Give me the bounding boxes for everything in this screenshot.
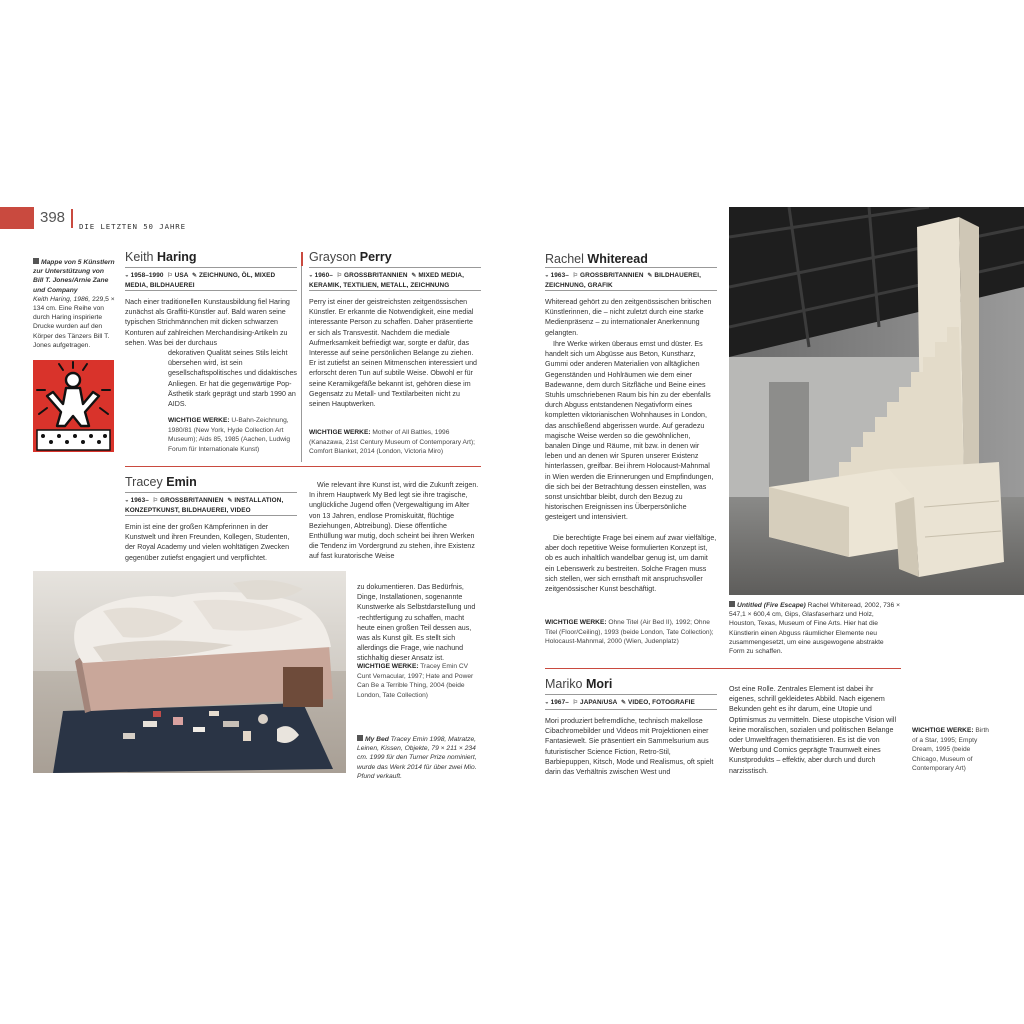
emin-section-rule: [125, 466, 481, 467]
caption-marker-icon: [357, 735, 363, 741]
haring-last-name: Haring: [156, 250, 197, 264]
haring-name: [125, 250, 197, 264]
haring-caption-sub: Keith Haring, 1986,: [33, 295, 91, 303]
media-icon: ✎: [411, 273, 417, 279]
chapter-title: DIE LETZTEN 50 JAHRE: [79, 222, 186, 231]
lifespan-icon: ◒: [545, 273, 549, 279]
haring-caption: [33, 258, 115, 350]
emin-name: Tracey Emin: [125, 475, 197, 489]
emin-meta: ◒ 1963– ⚐ GROSSBRITANNIEN ✎ INSTALLATION, KONZEPTKUNST, BILDHAUEREI, VIDEO: [125, 497, 284, 514]
whiteread-works: WICHTIGE WERKE: Ohne Titel (Air Bed II), 1992; Ohne Titel (Floor/Ceiling), 1993 (beide London, Tate Collection); Holocaust-Mahnmal, 2000 (Wien, Judenplatz): [545, 619, 714, 646]
emin-meta-rule: [125, 515, 297, 516]
haring-caption-title: Mappe von 5 Künstlern zur Unterstützung von Bill T. Jones/Arnie Zane und Company: [33, 259, 115, 294]
emin-my-bed-image: [33, 571, 346, 773]
media-icon: ✎: [620, 700, 627, 706]
whiteread-caption: Untitled (Fire Escape) Rachel Whiteread, 2002, 736 × 547,1 × 600,4 cm, Gips, Glasfaserharz und Holz, Houston, Texas, Museum of Fine Arts. Hier hat die Künstlerin einen Abguss räumlicher Elemente neu zusammengesetzt, um eine ausgewogene abstrakte Form zu schaffen.: [729, 602, 900, 656]
lifespan-icon: ◒: [125, 273, 129, 279]
whiteread-fire-escape-image: [729, 207, 1024, 595]
haring-meta: ◒ 1958–1990 ⚐ USA ✎ ZEICHNUNG, ÖL, MIXED MEDIA, BILDHAUEREI: [125, 272, 276, 289]
whiteread-meta-rule: [545, 290, 717, 291]
haring-bio-2: dekorativen Qualität seines Stils leicht übersehen wird, ist sein gesellschaftspolitisches und didaktisches Anliegen. Er hat die gegenwärtige Pop-Ästhetik stark geprägt und starb 1990 an AIDS.: [168, 349, 297, 409]
haring-name-rule: [125, 267, 297, 268]
lifespan-icon: ◒: [309, 273, 313, 279]
lifespan-icon: ◒: [545, 700, 549, 706]
perry-name: Grayson Perry: [309, 250, 392, 264]
country-icon: ⚐: [336, 273, 343, 279]
mori-meta: ◒ 1967– ⚐ JAPAN/USA ✎ VIDEO, FOTOGRAFIE: [545, 699, 695, 706]
emin-bio-1: Emin ist eine der großen Kämpferinnen in der Kunstwelt und ihren Freunden, Kollegen, Studenten, der Royal Academy und vielen wohltätigen Zwecken gegenüber zutiefst engagiert und verpflichtet.: [125, 523, 290, 562]
country-icon: ⚐: [167, 273, 173, 279]
haring-works: WICHTIGE WERKE: U-Bahn-Zeichnung, 1980/81 (New York, Hyde Collection Art Museum); Aids 85, 1985 (Aachen, Ludwig Forum für Internationale Kunst): [168, 417, 291, 453]
haring-bio-1: Nach einer traditionellen Kunstausbildung fiel Haring zunächst als Graffiti-Künstler auf. Bald waren seine typischen Strichmännchen mit dicken schwarzen Konturen auf zahlreichen Merchandising-Artikeln zu sehen. Was bei der durchaus: [125, 298, 290, 347]
mori-bio-1: Mori produziert befremdliche, technisch makellose Cibachromebilder und Videos mit Projektionen einer Fantasiewelt. Sie präsentiert ein Sammelsurium aus futuristischer Science Fiction, Retro-Stil, Barbiepuppen, Kitsch, Mode und Realismus, oft spielt darin das Verhältnis zwischen West und: [545, 717, 714, 777]
mori-works: WICHTIGE WERKE: Birth of a Star, 1995; Empty Dream, 1995 (beide Chicago, Museum of Contemporary Art): [912, 727, 989, 773]
country-icon: ⚐: [572, 700, 579, 706]
page-number: 398: [40, 209, 66, 226]
media-icon: ✎: [191, 273, 198, 279]
media-icon: ✎: [227, 498, 233, 504]
whiteread-bio-3: Die berechtigte Frage bei einem auf zwar vielfältige, aber doch repetitive Weise formulierten Konzept ist, ob es auch inhaltlich wandelbar genug ist, um damit ein Lebenswerk zu bestreiten. Solche Fragen muss sich stellen, wer sich ernsthaft mit anspruchsvoller zeitgenössischer Kunst beschäftigt.: [545, 534, 717, 594]
caption-marker-icon: [729, 601, 735, 607]
caption-marker-icon: [33, 258, 39, 264]
media-icon: ✎: [647, 273, 653, 279]
perry-red-tick: [301, 252, 303, 266]
whiteread-bio-1: Whiteread gehört zu den zeitgenössischen britischen Künstlerinnen, die – nicht zuletzt durch eine starke Medienpräsenz – zu internationaler Anerkennung gelangten.: [545, 298, 712, 337]
mori-section-rule: [545, 668, 901, 669]
whiteread-name: Rachel Whiteread: [545, 252, 648, 266]
mori-meta-rule: [545, 709, 717, 710]
mori-bio-2: Ost eine Rolle. Zentrales Element ist dabei ihr eigenes, schrill gekleidetes Abbild. Nach eigenem Bekunden geht es ihr darum, eine Utopie und Optimismus zu vermitteln. Diese utopische Vision will keine moralischen, sozialen und politischen Belange oder Umweltfragen thematisieren. Es ist die von Werbung und Comics geprägte Traumwelt eines Kunstprodukts – effektiv, aber durch und durch narzisstisch.: [729, 685, 897, 775]
perry-meta: ◒ 1960– ⚐ GROSSBRITANNIEN ✎ MIXED MEDIA, KERAMIK, TEXTILIEN, METALL, ZEICHNUNG: [309, 272, 464, 289]
haring-perry-divider: [301, 252, 302, 462]
perry-name-rule: [309, 267, 481, 268]
staircase-sculpture-icon: [729, 207, 1024, 595]
country-icon: ⚐: [572, 273, 579, 279]
lifespan-icon: ◒: [125, 498, 129, 504]
perry-works: WICHTIGE WERKE: Mother of All Battles, 1996 (Kanazawa, 21st Century Museum of Contemporary Art); Comfort Blanket, 2014 (London, Victoria Miro): [309, 429, 476, 456]
perry-meta-rule: [309, 290, 481, 291]
emin-works: WICHTIGE WERKE: Tracey Emin CV Cunt Vernacular, 1997; Hate and Power Can Be a Terrible Thing, 2004 (beide London, Tate Collection): [357, 663, 474, 699]
country-icon: ⚐: [152, 498, 159, 504]
haring-meta-rule: [125, 290, 297, 291]
emin-name-rule: [125, 492, 297, 493]
emin-bio-2: Wie relevant ihre Kunst ist, wird die Zukunft zeigen. In ihrem Hauptwerk My Bed legt sie ihre tragische, unglückliche Jugend offen (Vergewaltigung im Alter von 13 Jahren, endlose Promiskuität, flüchtige Beziehungen, Abtreibung). Diese öffentliche Enthüllung war mutig, doch scheint bei ihren Werken die Tendenz im Vordergrund zu stehen, ihre Existenz auf fast kuratorische Weise: [309, 481, 479, 561]
whiteread-bio-2: Ihre Werke wirken überaus ernst und düster. Es handelt sich um Abgüsse aus Beton, Kunstharz, Gummi oder anderen Materialien von alltäglichen Gegenständen und Hohlräumen wie dem einer Badewanne, dem durch Sitzfläche und Beine eines Stuhls umschriebenen Raum bis hin zu der ebenfalls durch Abguss entstandenen Negativform eines kompletten viktorianischen Wohnhauses in London, das anschließend abgerissen wurde. Auf geradezu magische Weise werden so die gewöhnlichen, banalen Dinge und Räume, mit bzw. in denen wir leben und an denen wir Spuren unserer Existenz hinterlassen, greifbar. Bei ihrem Holocaust-Mahnmal in Wien werden die Erinnerungen und Empfindungen, die sich bei der Betrachtung dessen einstellen, was sonst unsichtbar bleibt, durch den Bezug zu historischen Ereignissen ins Überpersönliche gesteigert und intensiviert.: [545, 340, 714, 522]
whiteread-name-rule: [545, 267, 717, 268]
haring-figure-icon: [33, 360, 114, 452]
header-red-bar: [0, 207, 34, 229]
emin-caption: My Bed Tracey Emin 1998, Matratze, Leinen, Kissen, Objekte, 79 × 211 × 234 cm. 1999 für den Turner Prize nominiert, wurde das Werk 2014 für über zwei Mio. Pfund verkauft.: [357, 736, 477, 780]
whiteread-meta: ◒ 1963– ⚐ GROSSBRITANNIEN ✎ BILDHAUEREI, ZEICHNUNG, GRAFIK: [545, 272, 702, 289]
header-divider: [71, 209, 73, 228]
haring-first-name: Keith: [125, 250, 154, 264]
perry-bio: Perry ist einer der geistreichsten zeitgenössischen Künstler. Er erkannte die Notwendigkeit, eine medial interessante Person zu schaffen. Daher präsentierte er sich als Transvestit. Nachdem die mediale Aufmerksamkeit befriedigt war, sorgte er dafür, das Interesse auf seine persönlichen Belange zu ziehen. Er ist zutiefst an seinen Mitmenschen interessiert und erforscht deren Tun auf subtile Weise. Obwohl er für seine Keramikgefäße bekannt ist, gehören diese im Gegensatz zu Metall- und Textilarbeiten nicht zu seinen Hauptwerken.: [309, 298, 477, 409]
bed-installation-icon: [33, 571, 346, 773]
haring-caption-text: 229,5 × 134 cm. Eine Reihe von durch Haring inspirierte Drucke wurden auf den Körper des Tänzers Bill T. Jones aufgetragen.: [33, 295, 115, 349]
mori-name-rule: [545, 694, 717, 695]
emin-bio-3: zu dokumentieren. Das Bedürfnis, Dinge, Installationen, sogenannte Kunstwerke als Selbstdarstellung und -rechtfertigung zu schaffen, macht heute einen großen Teil dessen aus, was als Kunst gilt. Es stellt sich allerdings die Frage, wie nachund stichhaltig dieser Ansatz ist.: [357, 583, 476, 663]
mori-name: Mariko Mori: [545, 677, 613, 691]
haring-artwork: [33, 360, 114, 452]
